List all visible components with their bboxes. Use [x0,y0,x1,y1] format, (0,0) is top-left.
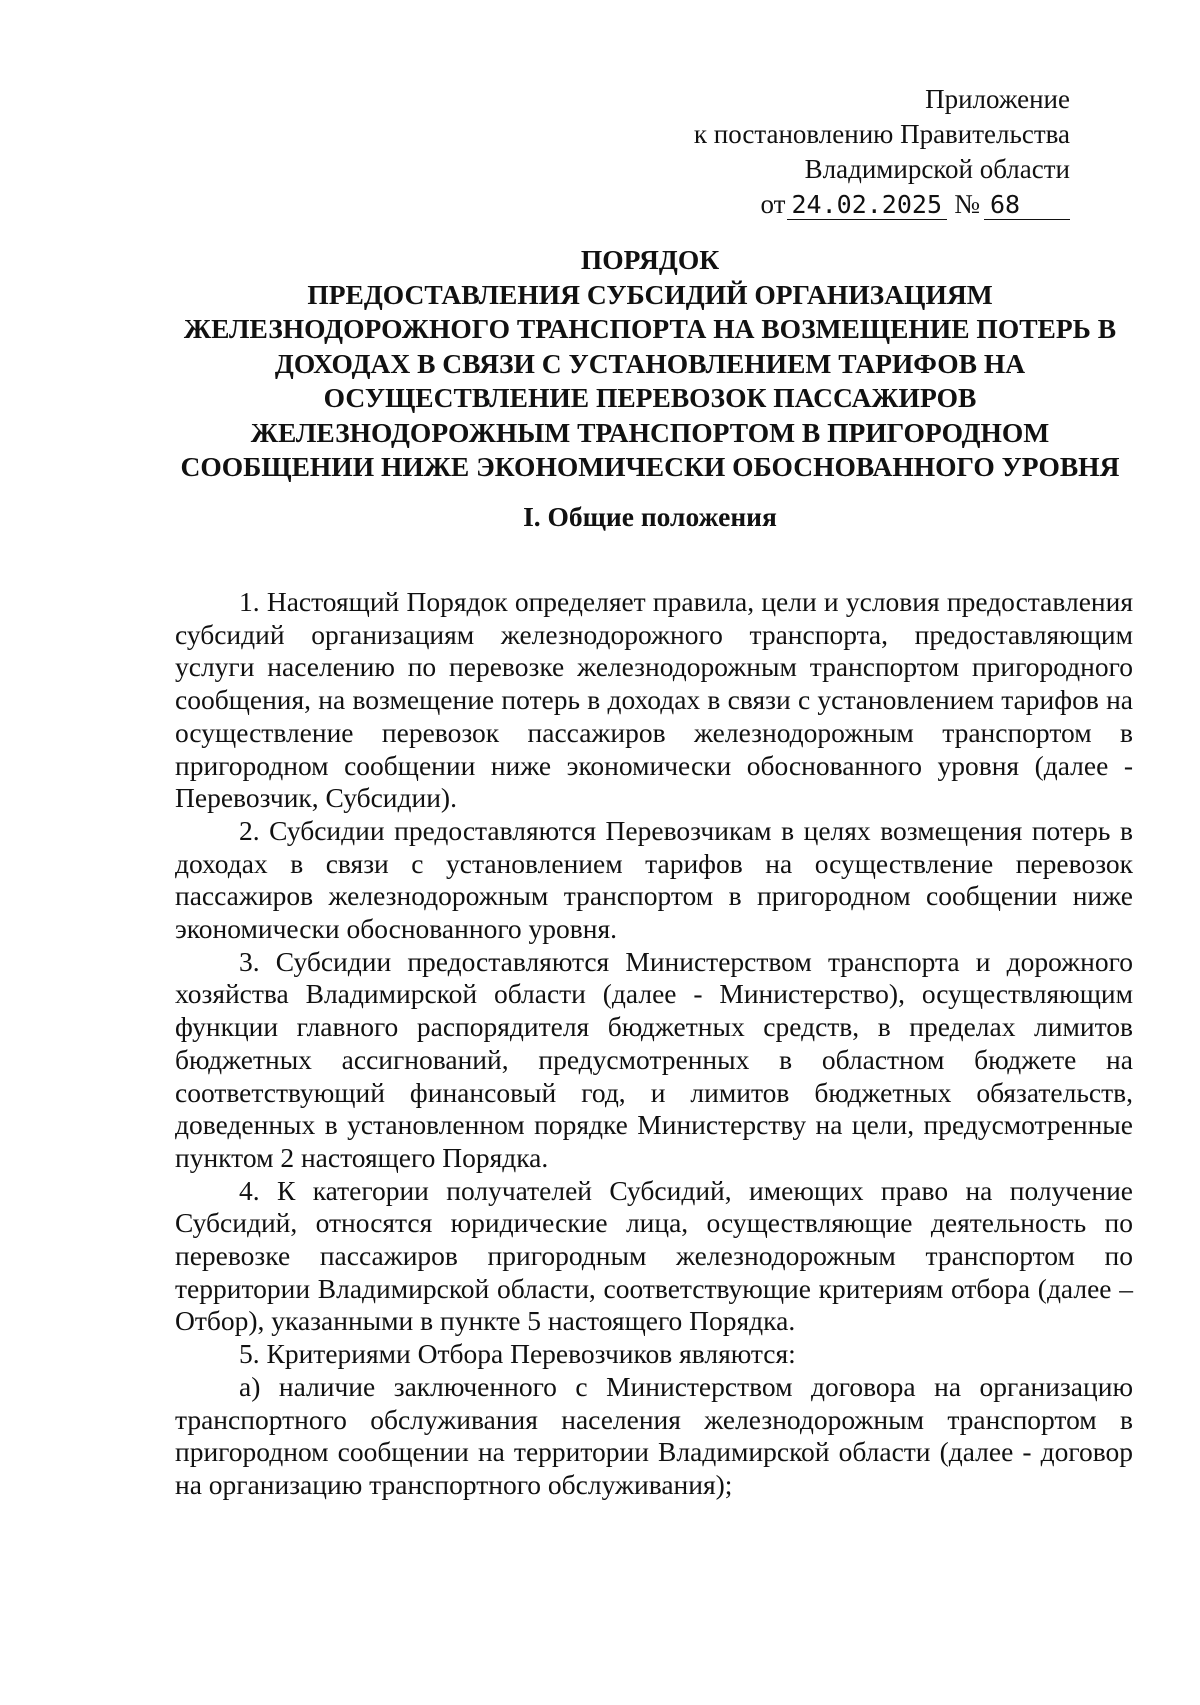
paragraph-1: 1. Настоящий Порядок определяет правила, цели и условия предоставления субсидий организациям железнодорожного транспорта, предоставляющим услуги населению по перевозке железнодорожным транспортом пригородного сообщения, на возмещение потерь в доходах в связи с установлением тарифов на осуществление перевозок пассажиров железнодорожным транспортом в пригородном сообщении ниже экономически обоснованного уровня (далее - Перевозчик, Субсидии). [175,586,1133,814]
paragraph-3: 3. Субсидии предоставляются Министерством транспорта и дорожного хозяйства Владимирской области (далее - Министерство), осуществляющим функции главного распорядителя бюджетных средств, в пределах лимитов бюджетных ассигнований, предусмотренных в областном бюджете на соответствующий финансовый год, и лимитов бюджетных обязательств, доведенных в установленном порядке Министерству на цели, предусмотренные пунктом 2 настоящего Порядка. [175,945,1133,1173]
section-heading: I. Общие положения [523,501,777,532]
paragraph-2: 2. Субсидии предоставляются Перевозчикам в целях возмещения потерь в доходах в связи с установлением тарифов на осуществление перевозок пассажиров железнодорожным транспортом в пригородном сообщении ниже экономически обоснованного уровня. [175,814,1133,945]
appendix-date-number [694,187,1070,222]
date-prefix: от [760,189,786,219]
appendix-label: Приложение [925,84,1070,114]
document-title [170,243,1130,485]
appendix-region: Владимирской области [804,154,1070,184]
appendix-resolution-ref: к постановлению Правительства [693,119,1070,149]
title-line: ПОРЯДОК [580,244,720,275]
paragraph-5: 5. Критериями Отбора Перевозчиков являются: [239,1338,796,1370]
appendix-header [694,82,1070,222]
paragraph-4: 4. К категории получателей Субсидий, имеющих право на получение Субсидий, относятся юридические лица, осуществляющие деятельность по перевозке пассажиров пригородным железнодорожным транспортом по территории Владимирской области, соответствующие критериям отбора (далее – Отбор), указанными в пункте 5 настоящего Порядка. [175,1174,1133,1337]
title-line: ОСУЩЕСТВЛЕНИЕ ПЕРЕВОЗОК ПАССАЖИРОВ [323,382,977,413]
number-prefix: № [954,189,980,219]
title-line: ЖЕЛЕЗНОДОРОЖНОГО ТРАНСПОРТА НА ВОЗМЕЩЕНИЕ ПОТЕРЬ В [183,313,1117,344]
paragraph-5a: а) наличие заключенного с Министерством договора на организацию транспортного обслуживания населения железнодорожным транспортом в пригородном сообщении на территории Владимирской области (далее - договор на организацию транспортного обслуживания); [175,1370,1133,1500]
document-body [175,586,1133,1502]
title-line: СООБЩЕНИИ НИЖЕ ЭКОНОМИЧЕСКИ ОБОСНОВАННОГО УРОВНЯ [180,451,1120,482]
resolution-date: 24.02.2025 [787,191,947,220]
title-line: ДОХОДАХ В СВЯЗИ С УСТАНОВЛЕНИЕМ ТАРИФОВ НА [274,347,1026,379]
title-line: ЖЕЛЕЗНОДОРОЖНЫМ ТРАНСПОРТОМ В ПРИГОРОДНОМ [250,416,1050,448]
title-line: ПРЕДОСТАВЛЕНИЯ СУБСИДИЙ ОРГАНИЗАЦИЯМ [307,278,993,310]
resolution-number: 68 [984,191,1070,220]
